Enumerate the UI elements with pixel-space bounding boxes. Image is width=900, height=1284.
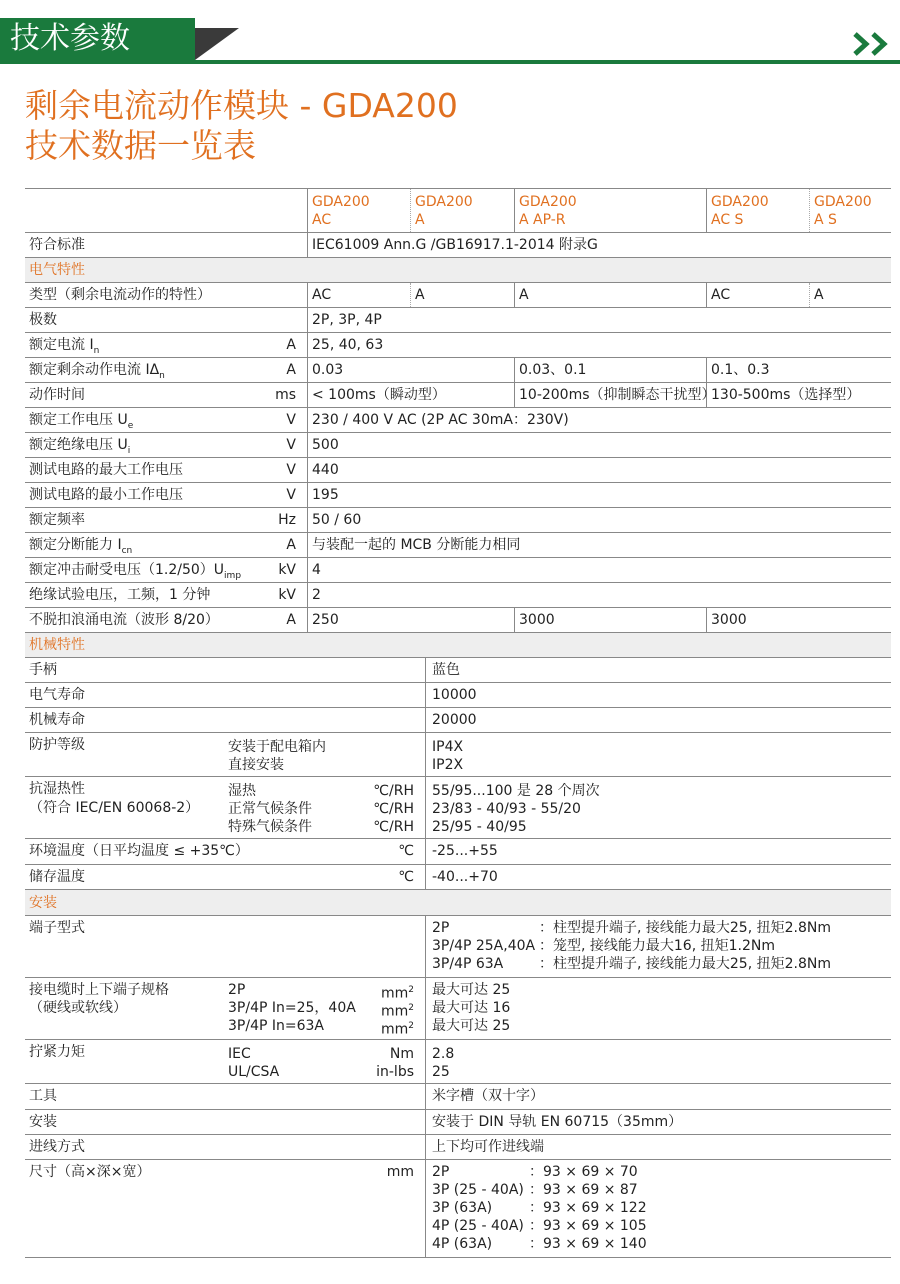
breaking-capacity-row [25, 532, 891, 557]
mounting-row [25, 1109, 891, 1134]
row-value: 25/95 - 40/95 [432, 819, 527, 835]
column-divider [307, 383, 308, 407]
row-value: 4P (63A) [432, 1236, 493, 1252]
test-max-voltage-row [25, 457, 891, 482]
section-mechanical [25, 632, 891, 657]
column-divider [514, 383, 515, 407]
row-value: 500 [312, 437, 339, 453]
row-value: 23/83 - 40/93 - 55/20 [432, 801, 581, 817]
row-value: ：柱型提升端子, 接线能力最大25, 扭矩2.8Nm [539, 920, 831, 936]
column-divider [307, 483, 308, 507]
section-title: 安装 [29, 895, 57, 911]
row-value: -25...+55 [432, 843, 498, 859]
row-value: IP4X [432, 739, 464, 755]
column-divider [425, 916, 426, 977]
residual-current-row [25, 357, 891, 382]
column-divider [307, 358, 308, 382]
row-value: -40...+70 [432, 869, 498, 885]
row-label: 电气寿命 [29, 687, 85, 703]
tab-wedge [195, 28, 239, 60]
row-unit: V [286, 462, 296, 478]
section-tab: 技术参数 [0, 18, 195, 60]
row-value: 0.03、0.1 [519, 362, 587, 378]
page-title [25, 86, 458, 166]
row-label: 符合标准 [29, 237, 85, 253]
row-value: 2.8 [432, 1046, 455, 1062]
row-label: 额定电流 $I_n$ [29, 337, 100, 356]
column-divider [425, 978, 426, 1039]
row-unit: V [286, 412, 296, 428]
section-header [0, 18, 900, 64]
row-value: 上下均可作进线端 [432, 1139, 544, 1155]
column-divider [425, 1135, 426, 1159]
standard-row [25, 232, 891, 257]
row-value: 3000 [519, 612, 555, 628]
terminal-row [25, 915, 891, 977]
column-divider [425, 1160, 426, 1257]
row-label: 端子型式 [29, 920, 85, 936]
impulse-voltage-row [25, 557, 891, 582]
row-value: 3P/4P 25A,40A [432, 938, 536, 954]
column-divider [706, 283, 707, 307]
section-electrical [25, 257, 891, 282]
row-sublabel: 直接安装 [228, 757, 284, 773]
frequency-row [25, 507, 891, 532]
row-value: 55/95...100 是 28 个周次 [432, 783, 600, 799]
row-value: 2 [312, 587, 321, 603]
row-unit: V [286, 487, 296, 503]
column-divider [425, 865, 426, 889]
row-value: 20000 [432, 712, 477, 728]
column-model-type: A AP-R [519, 212, 566, 228]
surge-current-row [25, 607, 891, 632]
column-divider [307, 333, 308, 357]
rated-current-row [25, 332, 891, 357]
column-divider [307, 508, 308, 532]
row-value: ：笼型, 接线能力最大16, 扭矩1.2Nm [539, 938, 775, 954]
torque-row [25, 1039, 891, 1083]
row-value: AC [312, 287, 332, 303]
row-unit: $mm^2$ [380, 985, 414, 1002]
mechanical-life-row [25, 707, 891, 732]
row-value: ：柱型提升端子, 接线能力最大25, 扭矩2.8Nm [539, 956, 831, 972]
column-divider [514, 283, 515, 307]
column-model-name: GDA200 [415, 194, 473, 210]
row-value: 4P (25 - 40A) [432, 1218, 524, 1234]
row-unit: kV [278, 562, 296, 578]
row-sublabel: 湿热 [228, 783, 256, 799]
column-divider [809, 189, 810, 232]
row-sublabel: 3P/4P In=63A [228, 1018, 324, 1034]
row-value: 2P [432, 920, 450, 936]
column-divider [307, 408, 308, 432]
column-model-type: A [415, 212, 425, 228]
row-value: 25 [432, 1064, 450, 1080]
row-unit: ℃/RH [373, 819, 414, 835]
row-label: 手柄 [29, 662, 57, 678]
row-label: 绝缘试验电压，工频，1 分钟 [29, 587, 211, 603]
row-sublabel: 3P/4P In=25，40A [228, 1000, 356, 1016]
row-value: 蓝色 [432, 662, 460, 678]
title-line2: 技术数据一览表 [25, 126, 256, 165]
row-label: 测试电路的最大工作电压 [29, 462, 183, 478]
column-model-name: GDA200 [711, 194, 769, 210]
column-divider [307, 233, 308, 257]
row-value: A [415, 287, 425, 303]
row-value: 50 / 60 [312, 512, 362, 528]
handle-row [25, 657, 891, 682]
row-value: ：93 × 69 × 87 [529, 1182, 638, 1198]
row-sublabel: 特殊气候条件 [228, 819, 312, 835]
column-divider [809, 283, 810, 307]
section-install [25, 889, 891, 915]
tool-row [25, 1083, 891, 1109]
feed-row [25, 1134, 891, 1159]
row-unit: A [286, 537, 296, 553]
row-unit: ℃ [398, 843, 414, 859]
row-value: 195 [312, 487, 339, 503]
row-value: < 100ms（瞬动型） [312, 387, 446, 403]
row-label: （硬线或软线） [29, 1000, 127, 1016]
storage-temp-row [25, 864, 891, 889]
double-chevron-icon [852, 32, 896, 56]
row-unit: Nm [389, 1046, 414, 1062]
row-sublabel: 正常气候条件 [228, 801, 312, 817]
column-divider [425, 777, 426, 838]
row-value: 最大可达 25 [432, 1018, 511, 1034]
row-value: 2P, 3P, 4P [312, 312, 382, 328]
row-label: 测试电路的最小工作电压 [29, 487, 183, 503]
section-title: 机械特性 [29, 637, 85, 653]
row-sublabel: 2P [228, 982, 246, 998]
row-value: 3P (63A) [432, 1200, 493, 1216]
ambient-temp-row [25, 838, 891, 864]
type-row [25, 282, 891, 307]
row-value: 0.1、0.3 [711, 362, 770, 378]
row-value: IP2X [432, 757, 464, 773]
column-divider [425, 683, 426, 707]
row-value: 4 [312, 562, 321, 578]
column-divider [307, 433, 308, 457]
column-model-name: GDA200 [312, 194, 370, 210]
column-divider [425, 839, 426, 864]
row-value: 安装于 DIN 导轨 EN 60715（35mm） [432, 1114, 683, 1130]
electrical-life-row [25, 682, 891, 707]
row-unit: ℃/RH [373, 801, 414, 817]
row-value: 与装配一起的 MCB 分断能力相同 [312, 537, 521, 553]
row-unit: kV [278, 587, 296, 603]
table-bottom-rule [25, 1257, 891, 1258]
column-divider [514, 608, 515, 632]
row-label: 额定绝缘电压 $U_i$ [29, 437, 131, 456]
row-unit: A [286, 362, 296, 378]
rated-voltage-row [25, 407, 891, 432]
row-label: 拧紧力矩 [29, 1044, 85, 1060]
column-divider [307, 283, 308, 307]
title-line1: 剩余电流动作模块 - GDA200 [25, 86, 458, 125]
table-header-row [25, 188, 891, 232]
column-divider [307, 308, 308, 332]
row-value: 440 [312, 462, 339, 478]
row-label: 额定分断能力 $I_{cn}$ [29, 537, 133, 556]
insulation-voltage-row [25, 432, 891, 457]
column-divider [706, 608, 707, 632]
row-label: 环境温度（日平均温度 ≤ +35℃） [29, 843, 249, 859]
row-value: 最大可达 25 [432, 982, 511, 998]
row-value: A [519, 287, 529, 303]
row-label: 机械寿命 [29, 712, 85, 728]
row-unit: mm [386, 1164, 414, 1180]
column-model-type: A S [814, 212, 837, 228]
row-label: 额定频率 [29, 512, 85, 528]
row-label: 不脱扣浪涌电流（波形 8/20） [29, 612, 219, 628]
row-value: ：93 × 69 × 140 [529, 1236, 647, 1252]
column-divider [410, 283, 411, 307]
row-unit: A [286, 612, 296, 628]
test-min-voltage-row [25, 482, 891, 507]
row-sublabel: UL/CSA [228, 1064, 280, 1080]
row-label: 额定剩余动作电流 $I\Delta_n$ [29, 362, 165, 381]
row-value: AC [711, 287, 731, 303]
row-label: 储存温度 [29, 869, 85, 885]
row-label: 工具 [29, 1088, 57, 1104]
row-label: 防护等级 [29, 737, 85, 753]
row-label: 动作时间 [29, 387, 85, 403]
column-divider [410, 189, 411, 232]
row-unit: in-lbs [376, 1064, 414, 1080]
row-unit: ℃ [398, 869, 414, 885]
column-divider [425, 1084, 426, 1109]
row-unit: A [286, 337, 296, 353]
row-unit: V [286, 437, 296, 453]
column-model-type: AC S [711, 212, 744, 228]
row-value: 230 / 400 V AC (2P AC 30mA：230V) [312, 412, 569, 428]
row-unit: $mm^2$ [380, 1021, 414, 1038]
row-value: 25, 40, 63 [312, 337, 384, 353]
row-value: 3P (25 - 40A) [432, 1182, 524, 1198]
insulation-test-row [25, 582, 891, 607]
row-value: 130-500ms（选择型） [711, 387, 861, 403]
column-divider [425, 1040, 426, 1083]
row-unit: ℃/RH [373, 783, 414, 799]
row-sublabel: IEC [228, 1046, 251, 1062]
section-title: 电气特性 [29, 262, 85, 278]
column-divider [307, 458, 308, 482]
cable-row [25, 977, 891, 1039]
row-label: 尺寸（高×深×宽） [29, 1164, 151, 1180]
row-label: 额定工作电压 $U_e$ [29, 412, 134, 431]
row-value: 3P/4P 63A [432, 956, 504, 972]
row-label: 抗湿热性 [29, 781, 85, 797]
row-value: 10000 [432, 687, 477, 703]
row-label: 类型（剩余电流动作的特性） [29, 287, 211, 303]
row-label: 接电缆时上下端子规格 [29, 982, 169, 998]
column-divider [307, 608, 308, 632]
poles-row [25, 307, 891, 332]
row-label: （符合 IEC/EN 60068-2） [29, 800, 200, 816]
column-model-name: GDA200 [519, 194, 577, 210]
column-divider [425, 733, 426, 776]
damp-heat-row [25, 776, 891, 838]
size-row [25, 1159, 891, 1257]
row-value: ：93 × 69 × 105 [529, 1218, 647, 1234]
trip-time-row [25, 382, 891, 407]
row-value: 250 [312, 612, 339, 628]
protection-row [25, 732, 891, 776]
row-value: A [814, 287, 824, 303]
row-value: 0.03 [312, 362, 344, 378]
row-unit: ms [275, 387, 296, 403]
row-value: 最大可达 16 [432, 1000, 511, 1016]
column-divider [706, 358, 707, 382]
row-value: 3000 [711, 612, 747, 628]
green-rule [0, 60, 900, 64]
column-divider [706, 189, 707, 232]
column-divider [307, 533, 308, 557]
row-label: 极数 [29, 312, 57, 328]
row-value: 10-200ms（抑制瞬态干扰型） [519, 387, 716, 403]
column-divider [307, 583, 308, 607]
row-value: 2P [432, 1164, 450, 1180]
column-model-type: AC [312, 212, 332, 228]
column-divider [425, 658, 426, 682]
column-model-name: GDA200 [814, 194, 872, 210]
row-value: IEC61009 Ann.G /GB16917.1-2014 附录G [312, 237, 598, 253]
row-label: 进线方式 [29, 1139, 85, 1155]
row-label: 安装 [29, 1114, 57, 1130]
column-divider [514, 358, 515, 382]
row-unit: Hz [278, 512, 296, 528]
column-divider [307, 189, 308, 232]
row-sublabel: 安装于配电箱内 [228, 739, 326, 755]
row-value: 米字槽（双十字） [432, 1088, 544, 1104]
column-divider [514, 189, 515, 232]
row-value: ：93 × 69 × 122 [529, 1200, 647, 1216]
row-value: ：93 × 69 × 70 [529, 1164, 638, 1180]
column-divider [307, 558, 308, 582]
column-divider [425, 1110, 426, 1134]
column-divider [425, 708, 426, 732]
row-label: 额定冲击耐受电压$(1.2/50)U_{imp}$ [29, 562, 242, 581]
row-unit: $mm^2$ [380, 1003, 414, 1020]
